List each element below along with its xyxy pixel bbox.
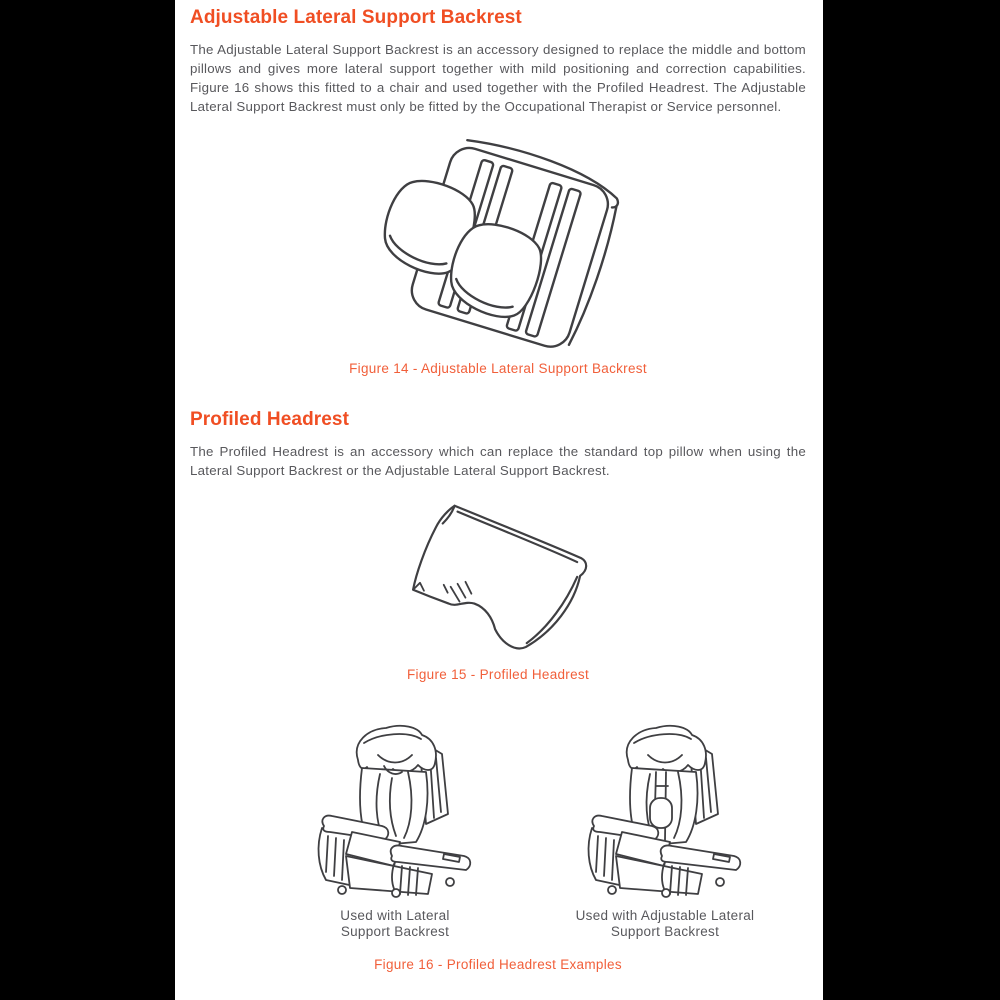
chair-with-adjustable-lateral-support-backrest-line-drawing xyxy=(570,716,760,899)
section-heading: Profiled Headrest xyxy=(190,409,350,430)
right-black-border xyxy=(823,0,1000,1000)
section-heading: Adjustable Lateral Support Backrest xyxy=(190,7,522,28)
backrest-line-drawing xyxy=(380,129,640,353)
figure-14-caption: Figure 14 - Adjustable Lateral Support Backrest xyxy=(349,361,647,376)
figure-15-caption: Figure 15 - Profiled Headrest xyxy=(406,667,590,682)
chair-with-lateral-support-backrest-line-drawing xyxy=(300,716,490,899)
adjustable-lateral-support-backrest-illustration xyxy=(202,129,818,353)
section-profiled-headrest xyxy=(190,410,806,972)
section-body-paragraph: The Adjustable Lateral Support Backrest is an accessory designed to replace the middle and bottom pillows and gives more lateral support together with mild positioning and correction capabilities. Figure 16 shows this fitted to a chair and used together with the Profiled Headrest. The Adjustable Lateral Support Backrest must only be fitted by the Occupational Therapist or Service personnel. xyxy=(190,42,806,114)
headrest-pillow-line-drawing xyxy=(390,482,620,652)
section-adjustable-lateral-support-backrest xyxy=(190,8,806,376)
figure-16-examples-row xyxy=(275,716,806,940)
figure-15 xyxy=(190,482,806,682)
figure-16-caption: Figure 16 - Profiled Headrest Examples xyxy=(374,957,622,972)
profiled-headrest-illustration xyxy=(197,482,813,652)
section-body-paragraph: The Profiled Headrest is an accessory which can replace the standard top pillow when using the Lateral Support Backrest or the Adjustable Lateral Support Backrest. xyxy=(190,444,806,478)
example-label: Used with Adjustable Lateral Support Backrest xyxy=(575,908,755,939)
example-adjustable-lateral-support-backrest xyxy=(545,716,785,940)
example-lateral-support-backrest xyxy=(275,716,515,940)
document-content xyxy=(175,0,823,1000)
example-label: Used with Lateral Support Backrest xyxy=(340,908,450,939)
left-black-border xyxy=(0,0,175,1000)
figure-14 xyxy=(190,129,806,376)
